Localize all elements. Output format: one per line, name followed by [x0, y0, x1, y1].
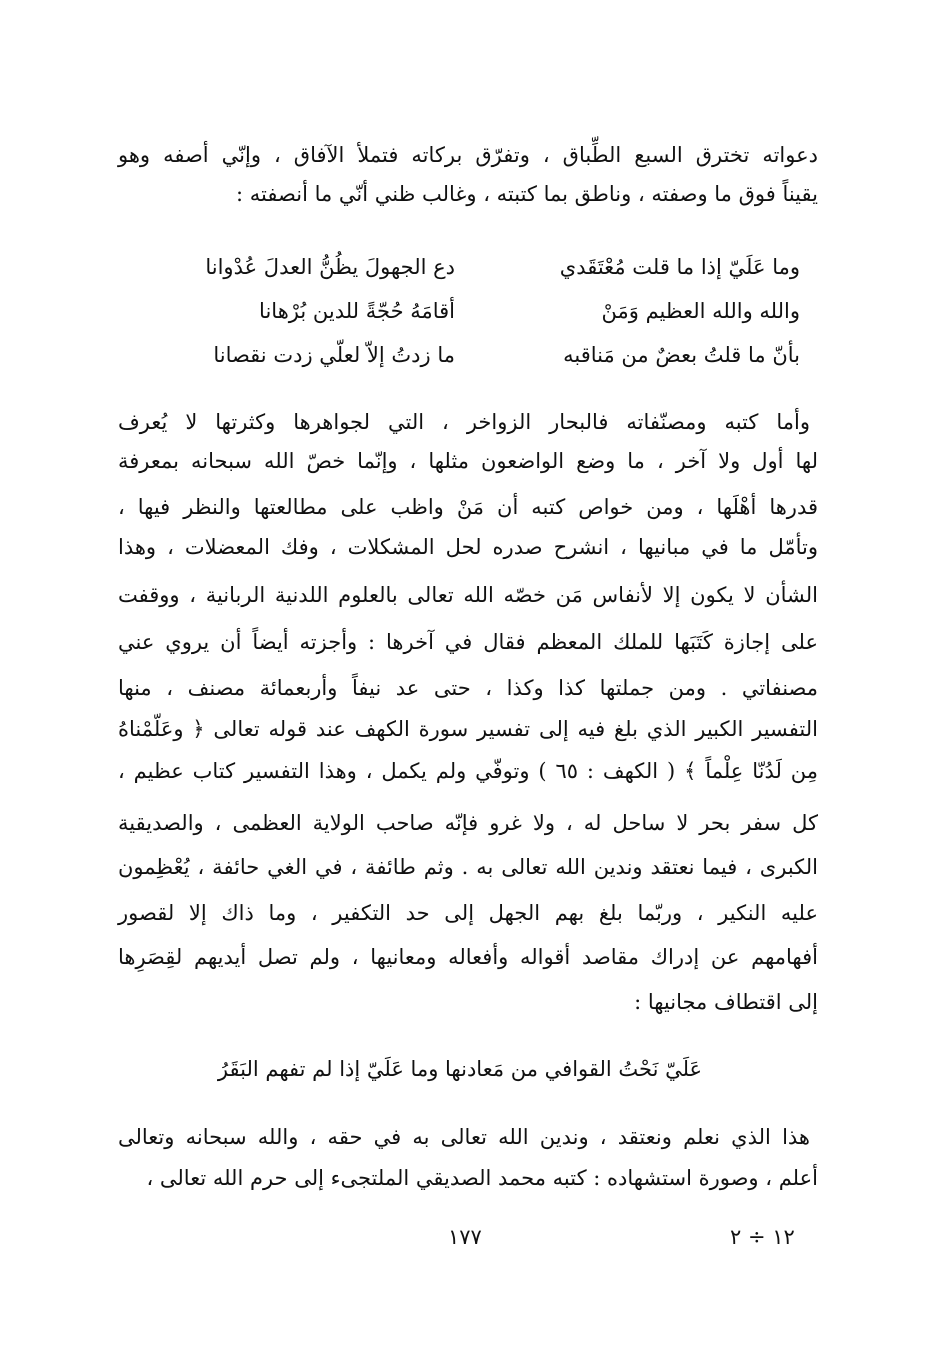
closing-line-1: هذا الذي نعلم ونعتقد ، وندين الله تعالى به في حقه ، والله سبحانه وتعالى: [118, 1125, 810, 1149]
body-line-14: إلى اقتطاف مجانيها :: [634, 990, 818, 1014]
body-line-12: عليه النكير ، وربّما بلغ بهم الجهل إلى حد التكفير ، وما ذاك إلا لقصور: [118, 901, 818, 925]
body-line-3: قدرها أهْلَها ، ومن خواص كتبه أن مَنْ واظب على مطالعتها والنظر فيها ،: [118, 495, 818, 519]
verse-1-first-hemistich: وما عَلَيّ إذا ما قلت مُعْتَقَدي: [559, 255, 800, 279]
body-line-7: مصنفاتي . ومن جملتها كذا وكذا ، حتى عد نيفاً وأربعمائة مصنف ، منها: [118, 676, 818, 700]
body-line-5: الشأن لا يكون إلا لأنفاس مَن خصّه الله تعالى بالعلوم اللدنية الربانية ، ووقفت: [118, 583, 818, 607]
page-number: ١٧٧: [448, 1225, 482, 1249]
verse-3-second-hemistich: ما زدتُ إلاّ لعلّي زدت نقصانا: [213, 343, 455, 367]
signature-mark: ١٢ ÷ ٢: [730, 1225, 795, 1249]
body-line-6: على إجازة كَتَبَها للملك المعظم فقال في آخرها : وأجزته أيضاً أن يروي عني: [118, 630, 818, 654]
body-line-1: وأما كتبه ومصنّفاته فالبحار الزواخر ، التي لجواهرها وكثرتها لا يُعرف: [118, 410, 810, 434]
body-line-11: الكبرى ، فيما نعتقد وندين الله تعالى به . وثم طائفة ، في الغي حائفة ، يُعْظِمون: [118, 855, 818, 879]
closing-line-2: أعلم ، وصورة استشهاده : كتبه محمد الصديقي الملتجىء إلى حرم الله تعالى ،: [146, 1166, 818, 1190]
body-line-8: التفسير الكبير الذي بلغ فيه إلى تفسير سورة الكهف عند قوله تعالى ﴿ وعَلّمْناهُ: [118, 717, 818, 741]
body-line-9: مِن لَدُنّا عِلْماً ﴾ ( الكهف : ٦٥ ) وتوفّي ولم يكمل ، وهذا التفسير كتاب عظيم ،: [118, 759, 818, 783]
body-line-13: أفهامهم عن إدراك مقاصد أقواله وأفعاله ومعانيها ، ولم تصل أيديهم لقِصَرِها: [118, 945, 818, 969]
body-line-4: وتأمّل ما في مبانيها ، انشرح صدره لحل المشكلات ، وفك المعضلات ، وهذا: [118, 535, 818, 559]
intro-line-2: يقيناً فوق ما وصفته ، وناطق بما كتبته ، وغالب ظني أنّي ما أنصفته :: [236, 182, 818, 206]
verse-1-second-hemistich: دع الجهولَ يظُنُّ العدلَ عُدْوانا: [205, 255, 455, 279]
verse-2-second-hemistich: أقامَهُ حُجّةً للدين بُرْهانا: [259, 299, 455, 323]
body-line-10: كل سفر بحر لا ساحل له ، ولا غرو فإنّه صاحب الولاية العظمى ، والصديقية: [118, 811, 818, 835]
body-line-2: لها أول ولا آخر ، ما وضع الواضعون مثلها ، وإنّما خصّ الله سبحانه بمعرفة: [118, 449, 818, 473]
verse-2-first-hemistich: والله والله العظيم وَمَنْ: [601, 299, 800, 323]
intro-line-1: دعواته تخترق السبع الطِّباق ، وتفرّق بركاته فتملأ الآفاق ، وإنّي أصفه وهو: [118, 143, 818, 167]
verse-3-first-hemistich: بأنّ ما قلتُ بعضٌ من مَناقبه: [563, 343, 800, 367]
closing-verse: عَلَيّ نَحْتُ القوافي من مَعادنها وما عَلَيّ إذا لم تفهم البَقَرُ: [217, 1057, 703, 1081]
